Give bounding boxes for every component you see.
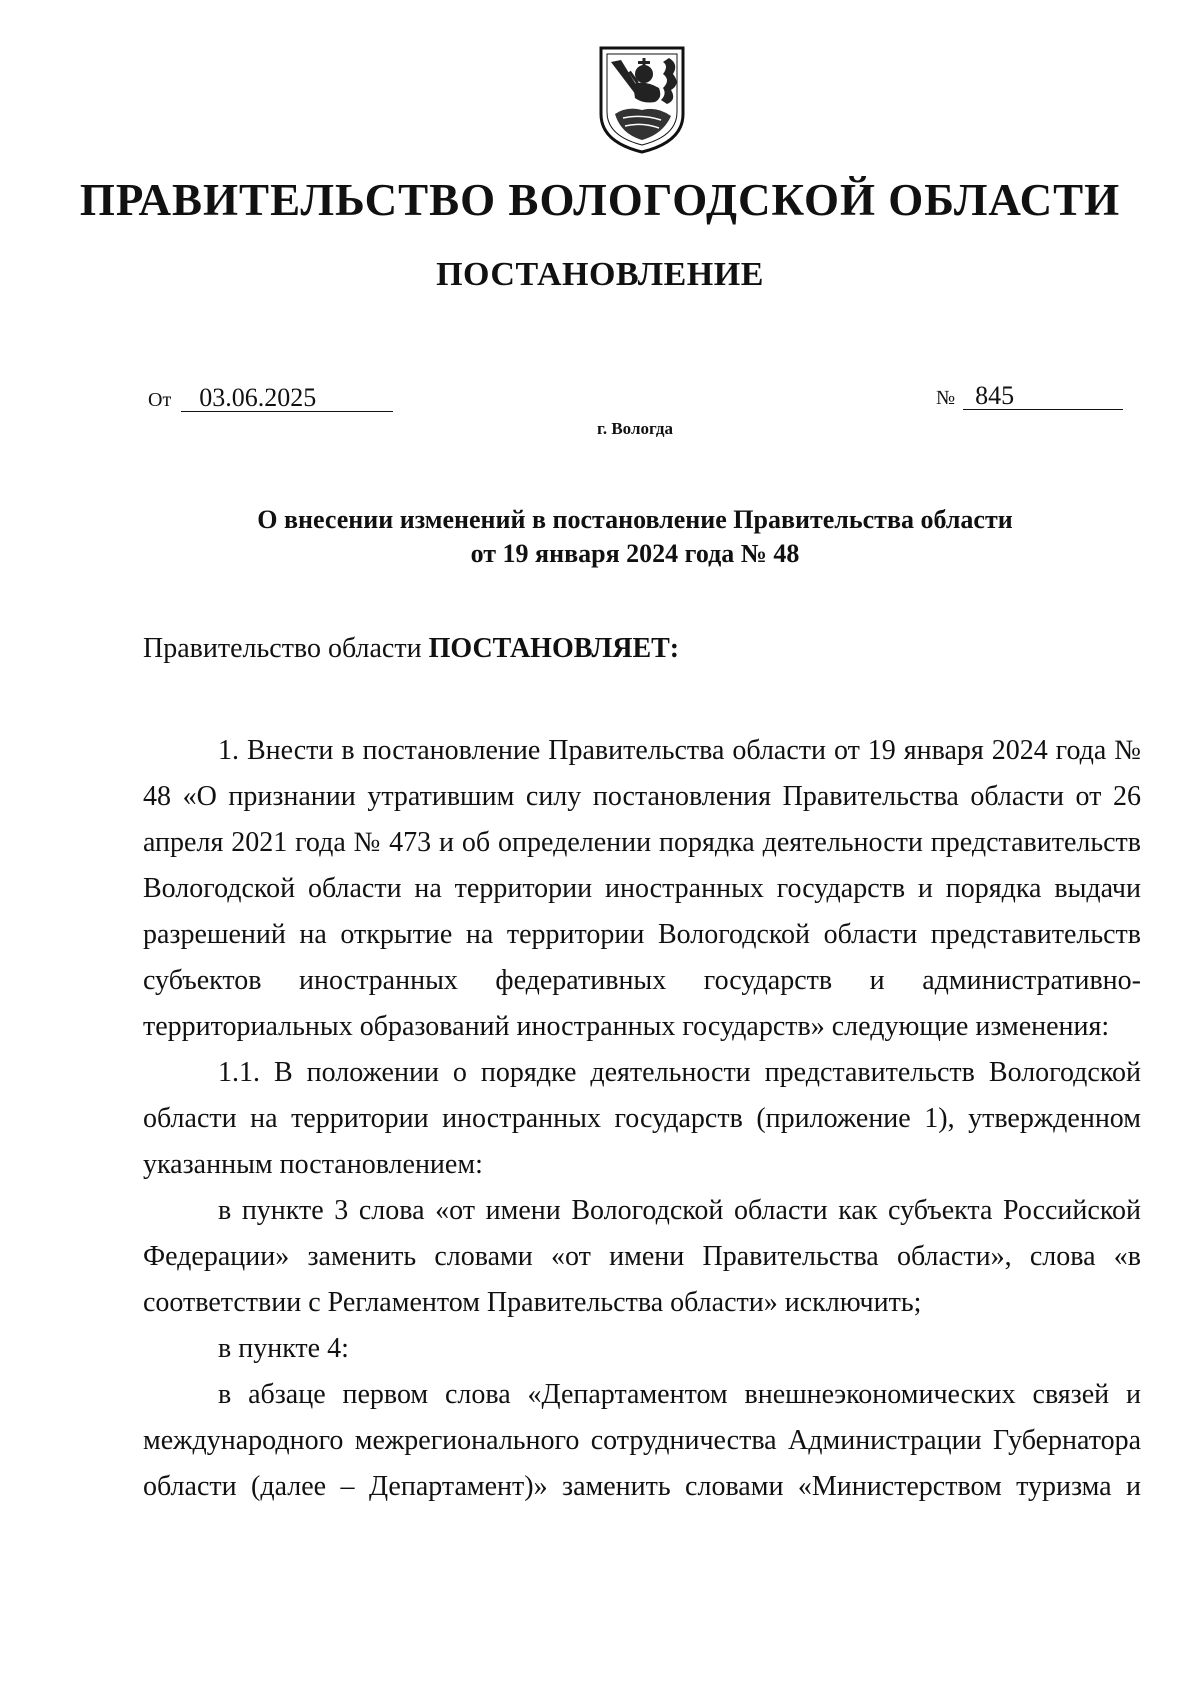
number-value: 845 [963, 382, 1123, 410]
paragraph: в абзаце первом слова «Департаментом внешнеэкономических связей и международного межрегионального сотрудничества Администрации Губернатора области (далее – Департамент)» заменить словами «Министерством туризма и [143, 1379, 1141, 1502]
paragraph: в пункте 4: [218, 1333, 349, 1364]
document-subject [0, 503, 1200, 571]
paragraph: 1.1. В положении о порядке деятельности представительств Вологодской области на территории иностранных государств (приложение 1), утвержденном указанным постановлением: [143, 1057, 1141, 1180]
paragraph: в пункте 3 слова «от имени Вологодской области как субъекта Российской Федерации» заменить словами «от имени Правительства области», слова «в соответствии с Регламентом Правительства области» исключить; [143, 1195, 1141, 1318]
decree-verb: ПОСТАНОВЛЯЕТ: [428, 633, 680, 664]
decree-lead: Правительство области [143, 633, 422, 664]
date-value: 03.06.2025 [181, 384, 393, 412]
document-type: ПОСТАНОВЛЕНИЕ [436, 256, 764, 293]
paragraph: 1. Внести в постановление Правительства области от 19 января 2024 года № 48 «О признании утратившим силу постановления Правительства области от 26 апреля 2021 года № 473 и об определении порядка деятельности представительств Вологодской области на территории иностранных государств и порядка выдачи разрешений на открытие на территории Вологодской области представительств субъектов иностранных федеративных государств и административно-территориальных образований иностранных государств» следующие изменения: [143, 735, 1141, 1042]
subject-line-2: от 19 января 2024 года № 48 [470, 539, 800, 568]
number-prefix: № [936, 387, 956, 409]
vologda-coat-of-arms-icon [597, 44, 687, 156]
city: г. Вологда [597, 419, 673, 438]
document-body [143, 728, 1141, 1510]
subject-line-1: О внесении изменений в постановление Правительства области [257, 505, 1013, 534]
document-date [148, 384, 393, 412]
date-prefix: От [148, 389, 172, 411]
organization-title: ПРАВИТЕЛЬСТВО ВОЛОГОДСКОЙ ОБЛАСТИ [79, 175, 1121, 225]
decree-statement [143, 633, 679, 665]
document-number [936, 382, 1123, 410]
